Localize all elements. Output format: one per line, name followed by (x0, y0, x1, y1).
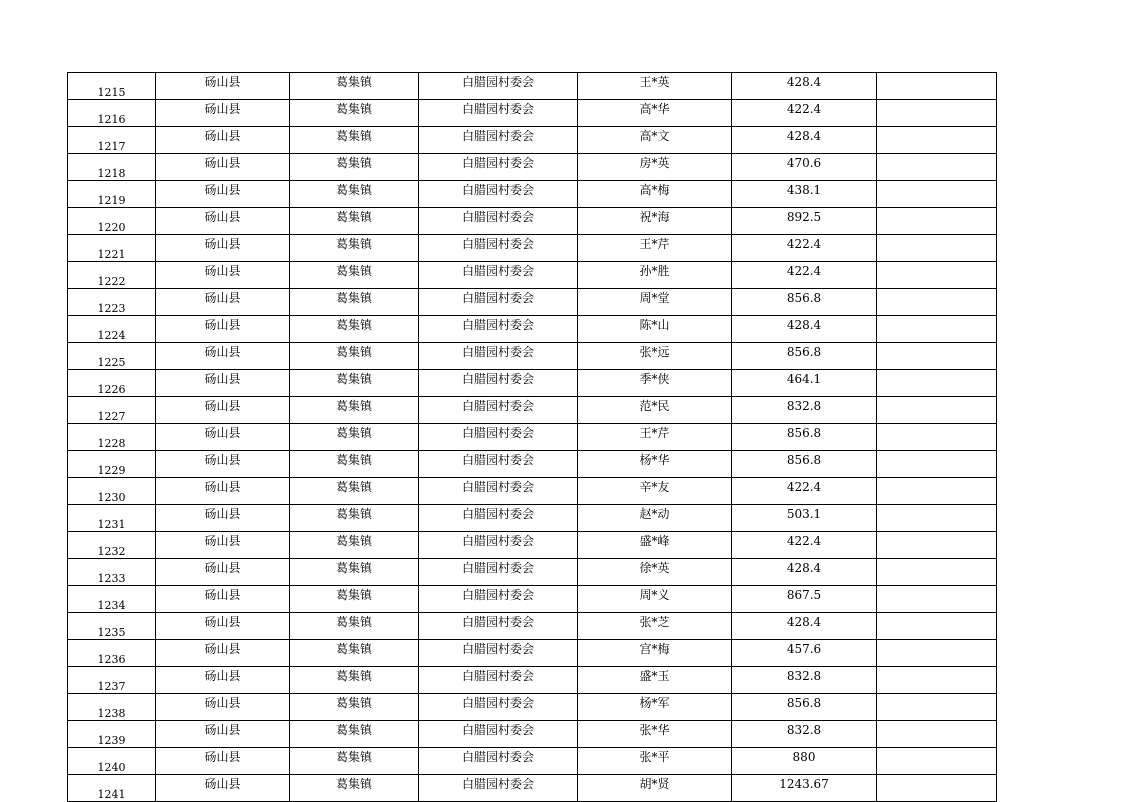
note-cell (877, 343, 997, 370)
row-number-cell: 1231 (68, 505, 156, 532)
note-cell (877, 559, 997, 586)
town-cell: 葛集镇 (290, 667, 419, 694)
county-cell: 砀山县 (156, 775, 290, 802)
person-name-cell: 王*芹 (578, 235, 732, 262)
amount-cell: 422.4 (732, 532, 877, 559)
town-cell: 葛集镇 (290, 181, 419, 208)
person-name-cell: 王*英 (578, 73, 732, 100)
county-cell: 砀山县 (156, 505, 290, 532)
table-row (68, 451, 997, 478)
town-cell: 葛集镇 (290, 397, 419, 424)
note-cell (877, 748, 997, 775)
amount-cell: 832.8 (732, 397, 877, 424)
village-cell: 白腊园村委会 (419, 127, 578, 154)
amount-cell: 856.8 (732, 451, 877, 478)
table-row (68, 694, 997, 721)
person-name-cell: 高*华 (578, 100, 732, 127)
town-cell: 葛集镇 (290, 235, 419, 262)
amount-cell: 428.4 (732, 316, 877, 343)
note-cell (877, 694, 997, 721)
note-cell (877, 640, 997, 667)
note-cell (877, 181, 997, 208)
note-cell (877, 478, 997, 505)
person-name-cell: 祝*海 (578, 208, 732, 235)
row-number-cell: 1240 (68, 748, 156, 775)
town-cell: 葛集镇 (290, 451, 419, 478)
village-cell: 白腊园村委会 (419, 100, 578, 127)
county-cell: 砀山县 (156, 748, 290, 775)
row-number-cell: 1233 (68, 559, 156, 586)
row-number-cell: 1232 (68, 532, 156, 559)
table-row (68, 721, 997, 748)
table-row (68, 343, 997, 370)
person-name-cell: 宫*梅 (578, 640, 732, 667)
row-number-cell: 1224 (68, 316, 156, 343)
village-cell: 白腊园村委会 (419, 694, 578, 721)
town-cell: 葛集镇 (290, 586, 419, 613)
table-row (68, 559, 997, 586)
county-cell: 砀山县 (156, 451, 290, 478)
note-cell (877, 316, 997, 343)
county-cell: 砀山县 (156, 73, 290, 100)
note-cell (877, 235, 997, 262)
village-cell: 白腊园村委会 (419, 559, 578, 586)
person-name-cell: 高*梅 (578, 181, 732, 208)
table-row (68, 154, 997, 181)
village-cell: 白腊园村委会 (419, 640, 578, 667)
amount-cell: 880 (732, 748, 877, 775)
person-name-cell: 王*芹 (578, 424, 732, 451)
note-cell (877, 613, 997, 640)
town-cell: 葛集镇 (290, 505, 419, 532)
amount-cell: 422.4 (732, 100, 877, 127)
table-row (68, 748, 997, 775)
row-number-cell: 1228 (68, 424, 156, 451)
note-cell (877, 424, 997, 451)
amount-cell: 422.4 (732, 478, 877, 505)
county-cell: 砀山县 (156, 181, 290, 208)
town-cell: 葛集镇 (290, 100, 419, 127)
person-name-cell: 张*远 (578, 343, 732, 370)
village-cell: 白腊园村委会 (419, 532, 578, 559)
table-row (68, 775, 997, 802)
person-name-cell: 胡*贤 (578, 775, 732, 802)
person-name-cell: 季*侠 (578, 370, 732, 397)
row-number-cell: 1227 (68, 397, 156, 424)
person-name-cell: 张*华 (578, 721, 732, 748)
table-row (68, 613, 997, 640)
table-row (68, 127, 997, 154)
village-cell: 白腊园村委会 (419, 343, 578, 370)
town-cell: 葛集镇 (290, 154, 419, 181)
table-row (68, 640, 997, 667)
town-cell: 葛集镇 (290, 532, 419, 559)
person-name-cell: 辛*友 (578, 478, 732, 505)
table-row (68, 532, 997, 559)
village-cell: 白腊园村委会 (419, 73, 578, 100)
county-cell: 砀山县 (156, 424, 290, 451)
person-name-cell: 杨*华 (578, 451, 732, 478)
table-row (68, 262, 997, 289)
row-number-cell: 1215 (68, 73, 156, 100)
table-row (68, 100, 997, 127)
note-cell (877, 100, 997, 127)
county-cell: 砀山县 (156, 640, 290, 667)
town-cell: 葛集镇 (290, 208, 419, 235)
table-row (68, 73, 997, 100)
village-cell: 白腊园村委会 (419, 478, 578, 505)
person-name-cell: 孙*胜 (578, 262, 732, 289)
town-cell: 葛集镇 (290, 640, 419, 667)
amount-cell: 428.4 (732, 73, 877, 100)
town-cell: 葛集镇 (290, 721, 419, 748)
row-number-cell: 1226 (68, 370, 156, 397)
data-table (67, 72, 997, 802)
county-cell: 砀山县 (156, 343, 290, 370)
county-cell: 砀山县 (156, 721, 290, 748)
table-row (68, 424, 997, 451)
county-cell: 砀山县 (156, 613, 290, 640)
village-cell: 白腊园村委会 (419, 586, 578, 613)
person-name-cell: 盛*玉 (578, 667, 732, 694)
table-body (68, 73, 997, 802)
county-cell: 砀山县 (156, 100, 290, 127)
village-cell: 白腊园村委会 (419, 289, 578, 316)
county-cell: 砀山县 (156, 586, 290, 613)
amount-cell: 856.8 (732, 694, 877, 721)
row-number-cell: 1216 (68, 100, 156, 127)
county-cell: 砀山县 (156, 667, 290, 694)
row-number-cell: 1235 (68, 613, 156, 640)
amount-cell: 1243.67 (732, 775, 877, 802)
village-cell: 白腊园村委会 (419, 181, 578, 208)
note-cell (877, 721, 997, 748)
row-number-cell: 1239 (68, 721, 156, 748)
table-row (68, 208, 997, 235)
row-number-cell: 1238 (68, 694, 156, 721)
amount-cell: 428.4 (732, 127, 877, 154)
table-row (68, 397, 997, 424)
town-cell: 葛集镇 (290, 316, 419, 343)
amount-cell: 422.4 (732, 262, 877, 289)
amount-cell: 856.8 (732, 343, 877, 370)
person-name-cell: 周*堂 (578, 289, 732, 316)
county-cell: 砀山县 (156, 154, 290, 181)
town-cell: 葛集镇 (290, 343, 419, 370)
person-name-cell: 张*平 (578, 748, 732, 775)
amount-cell: 464.1 (732, 370, 877, 397)
county-cell: 砀山县 (156, 127, 290, 154)
row-number-cell: 1223 (68, 289, 156, 316)
table-row (68, 289, 997, 316)
town-cell: 葛集镇 (290, 127, 419, 154)
person-name-cell: 高*文 (578, 127, 732, 154)
note-cell (877, 370, 997, 397)
note-cell (877, 505, 997, 532)
person-name-cell: 范*民 (578, 397, 732, 424)
amount-cell: 832.8 (732, 667, 877, 694)
town-cell: 葛集镇 (290, 694, 419, 721)
note-cell (877, 289, 997, 316)
note-cell (877, 451, 997, 478)
row-number-cell: 1234 (68, 586, 156, 613)
village-cell: 白腊园村委会 (419, 316, 578, 343)
note-cell (877, 667, 997, 694)
town-cell: 葛集镇 (290, 370, 419, 397)
row-number-cell: 1236 (68, 640, 156, 667)
village-cell: 白腊园村委会 (419, 775, 578, 802)
row-number-cell: 1222 (68, 262, 156, 289)
row-number-cell: 1225 (68, 343, 156, 370)
amount-cell: 457.6 (732, 640, 877, 667)
county-cell: 砀山县 (156, 208, 290, 235)
county-cell: 砀山县 (156, 262, 290, 289)
person-name-cell: 房*英 (578, 154, 732, 181)
village-cell: 白腊园村委会 (419, 451, 578, 478)
village-cell: 白腊园村委会 (419, 748, 578, 775)
amount-cell: 856.8 (732, 289, 877, 316)
table-row (68, 235, 997, 262)
village-cell: 白腊园村委会 (419, 262, 578, 289)
amount-cell: 428.4 (732, 613, 877, 640)
table-row (68, 478, 997, 505)
row-number-cell: 1220 (68, 208, 156, 235)
village-cell: 白腊园村委会 (419, 235, 578, 262)
village-cell: 白腊园村委会 (419, 208, 578, 235)
person-name-cell: 陈*山 (578, 316, 732, 343)
town-cell: 葛集镇 (290, 289, 419, 316)
note-cell (877, 262, 997, 289)
note-cell (877, 397, 997, 424)
row-number-cell: 1229 (68, 451, 156, 478)
amount-cell: 438.1 (732, 181, 877, 208)
county-cell: 砀山县 (156, 532, 290, 559)
county-cell: 砀山县 (156, 559, 290, 586)
village-cell: 白腊园村委会 (419, 721, 578, 748)
county-cell: 砀山县 (156, 370, 290, 397)
person-name-cell: 徐*英 (578, 559, 732, 586)
row-number-cell: 1217 (68, 127, 156, 154)
village-cell: 白腊园村委会 (419, 370, 578, 397)
table-row (68, 667, 997, 694)
table-row (68, 586, 997, 613)
county-cell: 砀山县 (156, 235, 290, 262)
amount-cell: 470.6 (732, 154, 877, 181)
note-cell (877, 73, 997, 100)
village-cell: 白腊园村委会 (419, 397, 578, 424)
note-cell (877, 154, 997, 181)
row-number-cell: 1230 (68, 478, 156, 505)
person-name-cell: 张*芝 (578, 613, 732, 640)
person-name-cell: 盛*峰 (578, 532, 732, 559)
town-cell: 葛集镇 (290, 262, 419, 289)
row-number-cell: 1237 (68, 667, 156, 694)
note-cell (877, 127, 997, 154)
amount-cell: 832.8 (732, 721, 877, 748)
county-cell: 砀山县 (156, 316, 290, 343)
row-number-cell: 1221 (68, 235, 156, 262)
note-cell (877, 208, 997, 235)
town-cell: 葛集镇 (290, 748, 419, 775)
amount-cell: 422.4 (732, 235, 877, 262)
town-cell: 葛集镇 (290, 478, 419, 505)
town-cell: 葛集镇 (290, 559, 419, 586)
note-cell (877, 586, 997, 613)
town-cell: 葛集镇 (290, 613, 419, 640)
town-cell: 葛集镇 (290, 424, 419, 451)
county-cell: 砀山县 (156, 478, 290, 505)
person-name-cell: 杨*军 (578, 694, 732, 721)
amount-cell: 856.8 (732, 424, 877, 451)
town-cell: 葛集镇 (290, 775, 419, 802)
village-cell: 白腊园村委会 (419, 424, 578, 451)
person-name-cell: 周*义 (578, 586, 732, 613)
person-name-cell: 赵*动 (578, 505, 732, 532)
note-cell (877, 532, 997, 559)
town-cell: 葛集镇 (290, 73, 419, 100)
table-row (68, 316, 997, 343)
county-cell: 砀山县 (156, 397, 290, 424)
note-cell (877, 775, 997, 802)
table-row (68, 181, 997, 208)
amount-cell: 867.5 (732, 586, 877, 613)
table-row (68, 370, 997, 397)
amount-cell: 428.4 (732, 559, 877, 586)
village-cell: 白腊园村委会 (419, 613, 578, 640)
county-cell: 砀山县 (156, 289, 290, 316)
village-cell: 白腊园村委会 (419, 154, 578, 181)
village-cell: 白腊园村委会 (419, 505, 578, 532)
row-number-cell: 1219 (68, 181, 156, 208)
amount-cell: 503.1 (732, 505, 877, 532)
row-number-cell: 1241 (68, 775, 156, 802)
amount-cell: 892.5 (732, 208, 877, 235)
row-number-cell: 1218 (68, 154, 156, 181)
table-row (68, 505, 997, 532)
county-cell: 砀山县 (156, 694, 290, 721)
village-cell: 白腊园村委会 (419, 667, 578, 694)
